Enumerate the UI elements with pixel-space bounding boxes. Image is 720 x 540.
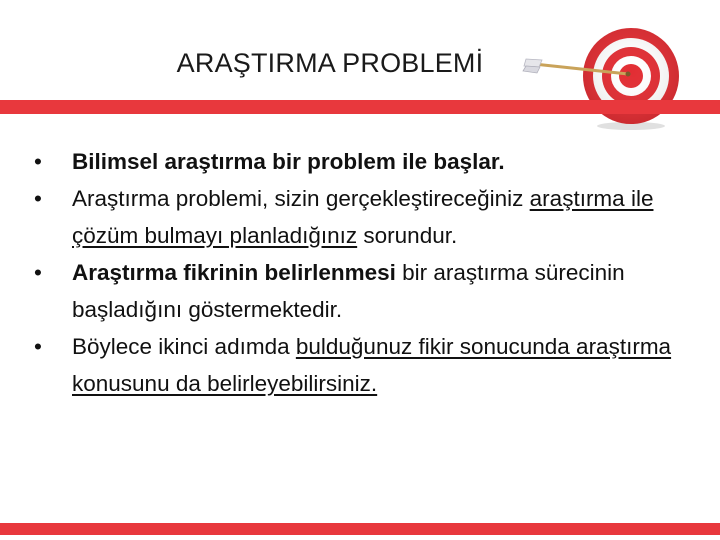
bullet-text: sorundur. [357,223,458,248]
footer-accent-bar [0,523,720,535]
bullet-text: Araştırma problemi, sizin gerçekleştireceğiniz [72,186,530,211]
bullet-icon: • [34,149,42,174]
slide-title: ARAŞTIRMA PROBLEMİ [176,48,484,78]
underlined-text: araştırma ile çözüm bulmayı planladığınız [72,186,654,248]
bullet-item [28,180,698,254]
bullet-item [28,254,698,328]
bullet-icon: • [34,186,42,211]
header-accent-bar [0,100,720,114]
bullet-text: bir araştırma sürecinin başladığını göstermektedir. [72,260,625,322]
bullet-item [28,328,698,402]
underlined-text: bulduğunuz fikir sonucunda araştırma konusunu da belirleyebilirsiniz. [72,334,672,396]
bold-text: Araştırma fikrinin belirlenmesi [72,260,396,285]
bullet-icon: • [34,260,42,285]
bullet-list [28,143,698,402]
target-icon [520,22,700,132]
bullet-text: Bilimsel araştırma bir problem ile başlar. [72,149,505,174]
bullet-icon: • [34,334,42,359]
bullet-item [28,143,698,180]
bullet-text: Böylece ikinci adımda [72,334,296,359]
